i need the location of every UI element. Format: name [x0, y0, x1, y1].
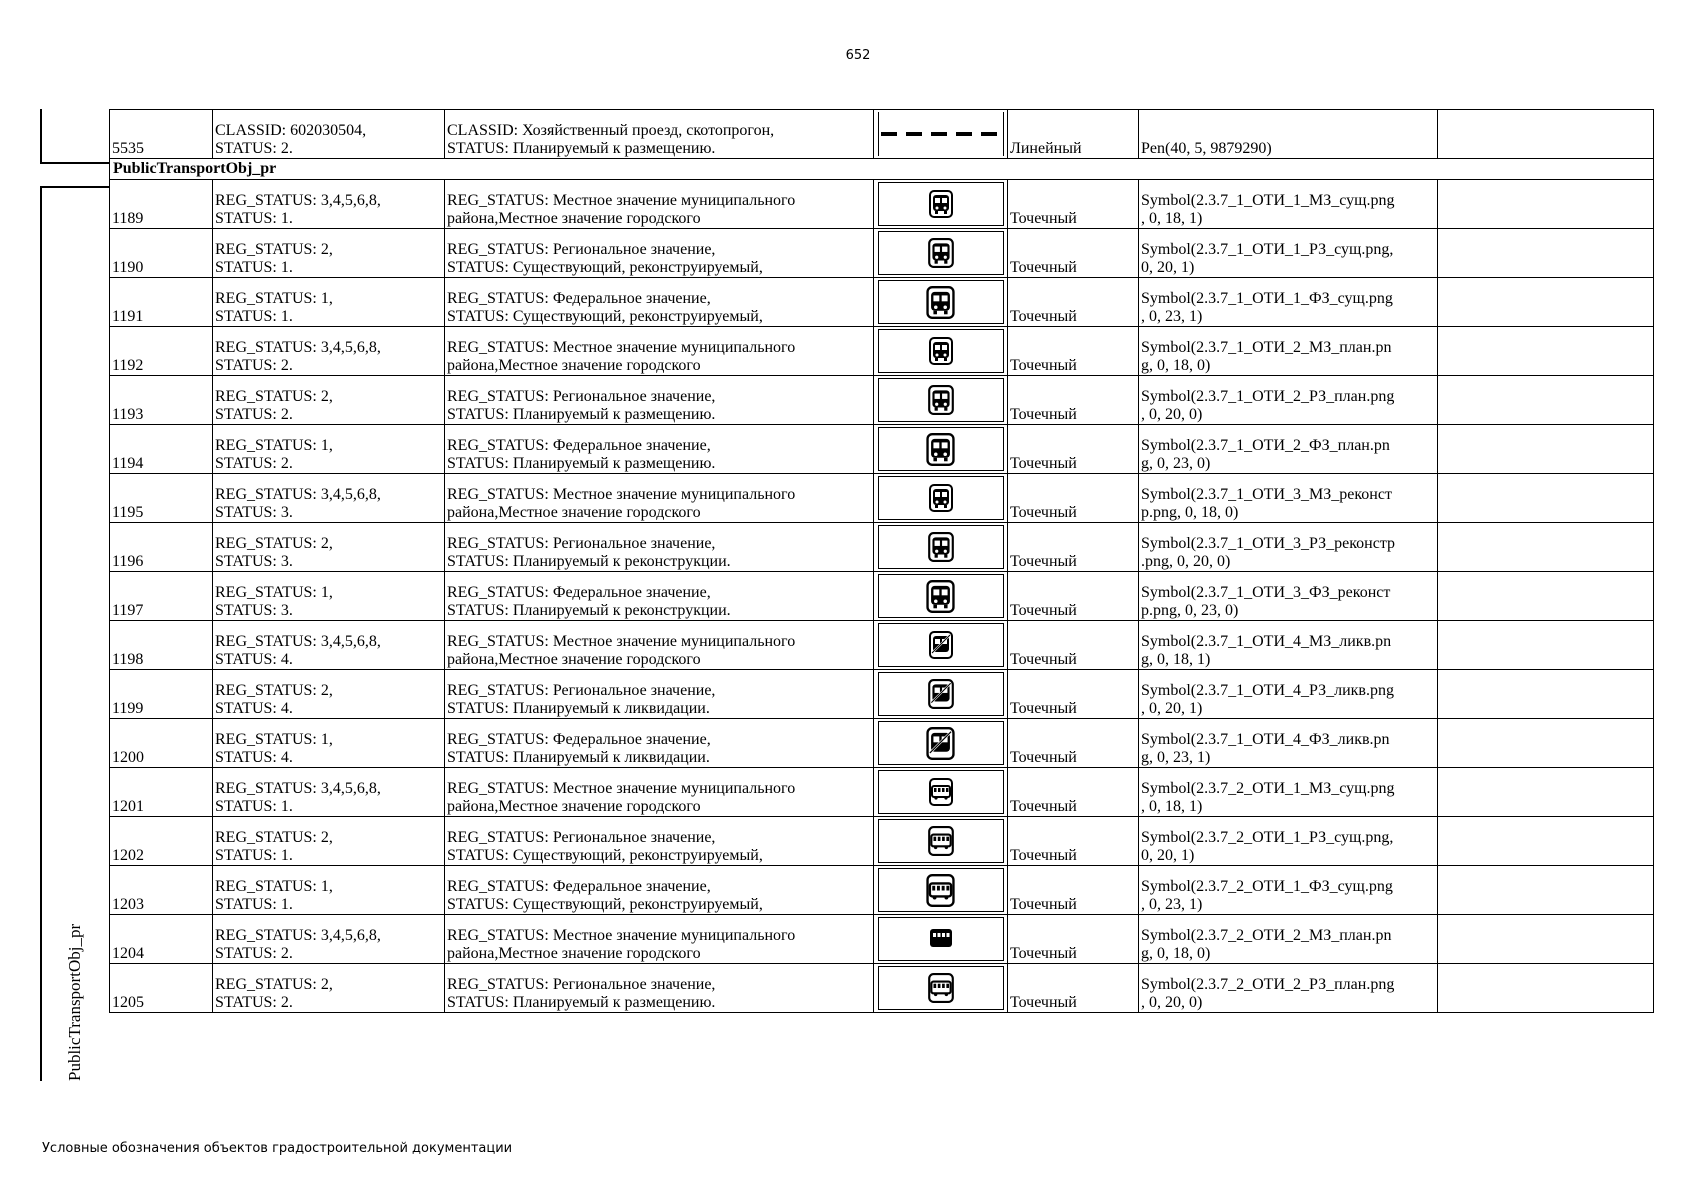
row-symbol: [874, 425, 1008, 474]
row-code: REG_STATUS: 1, STATUS: 1.: [213, 278, 445, 327]
row-symbol: [874, 229, 1008, 278]
row-description: REG_STATUS: Федеральное значение, STATUS: Существующий, реконструируемый,: [445, 866, 874, 915]
table-row: [110, 915, 1654, 964]
row-description: REG_STATUS: Региональное значение, STATUS: Планируемый к размещению.: [445, 964, 874, 1013]
row-geometry: Точечный: [1008, 670, 1139, 719]
table-row: [110, 768, 1654, 817]
row-geometry: Точечный: [1008, 327, 1139, 376]
row-geometry: Точечный: [1008, 915, 1139, 964]
row-geometry: Точечный: [1008, 229, 1139, 278]
row-geometry: Точечный: [1008, 180, 1139, 229]
table-row: [110, 425, 1654, 474]
row-code: REG_STATUS: 2, STATUS: 4.: [213, 670, 445, 719]
row-geometry: Точечный: [1008, 719, 1139, 768]
row-extra: [1438, 572, 1654, 621]
row-extra: [1438, 719, 1654, 768]
row-style: Symbol(2.3.7_2_ОТИ_2_РЗ_план.png , 0, 20, 0): [1139, 964, 1438, 1013]
row-id: 1190: [110, 229, 213, 278]
table-row: [110, 964, 1654, 1013]
row-symbol: [874, 180, 1008, 229]
row-geometry: Точечный: [1008, 474, 1139, 523]
row-code: REG_STATUS: 3,4,5,6,8, STATUS: 4.: [213, 621, 445, 670]
row-id: 1193: [110, 376, 213, 425]
row-extra: [1438, 376, 1654, 425]
row-extra: [1438, 621, 1654, 670]
row-description: REG_STATUS: Местное значение муниципального района,Местное значение городского: [445, 474, 874, 523]
row-style: Symbol(2.3.7_2_ОТИ_1_МЗ_сущ.png , 0, 18, 1): [1139, 768, 1438, 817]
row-id: 1203: [110, 866, 213, 915]
row-geometry: Точечный: [1008, 278, 1139, 327]
row-code: REG_STATUS: 2, STATUS: 2.: [213, 964, 445, 1013]
row-style: Pen(40, 5, 9879290): [1139, 110, 1438, 159]
section-title: PublicTransportObj_pr: [110, 159, 1008, 180]
row-id: 1201: [110, 768, 213, 817]
row-code: REG_STATUS: 1, STATUS: 3.: [213, 572, 445, 621]
row-style: Symbol(2.3.7_1_ОТИ_1_МЗ_сущ.png , 0, 18, 1): [1139, 180, 1438, 229]
section-bracket-line: [40, 187, 42, 1081]
row-extra: [1438, 866, 1654, 915]
row-code: REG_STATUS: 1, STATUS: 2.: [213, 425, 445, 474]
row-symbol: [874, 915, 1008, 964]
row-symbol: [874, 768, 1008, 817]
section-bracket-divider: [40, 186, 110, 188]
table-row: [110, 572, 1654, 621]
section-title-fill: [1008, 159, 1654, 180]
row-id: 1202: [110, 817, 213, 866]
row-id: 1198: [110, 621, 213, 670]
row-id: 1196: [110, 523, 213, 572]
row-code: REG_STATUS: 1, STATUS: 1.: [213, 866, 445, 915]
row-symbol: [874, 523, 1008, 572]
row-description: REG_STATUS: Местное значение муниципального района,Местное значение городского: [445, 621, 874, 670]
row-style: Symbol(2.3.7_1_ОТИ_2_МЗ_план.pn g, 0, 18, 0): [1139, 327, 1438, 376]
row-description: REG_STATUS: Региональное значение, STATUS: Планируемый к ликвидации.: [445, 670, 874, 719]
table-row: [110, 474, 1654, 523]
table-row: [110, 229, 1654, 278]
row-geometry: Точечный: [1008, 572, 1139, 621]
table-row: [110, 670, 1654, 719]
row-code: REG_STATUS: 3,4,5,6,8, STATUS: 1.: [213, 180, 445, 229]
row-geometry: Точечный: [1008, 768, 1139, 817]
row-geometry: Точечный: [1008, 866, 1139, 915]
row-id: 1204: [110, 915, 213, 964]
row-code: REG_STATUS: 2, STATUS: 1.: [213, 817, 445, 866]
row-description: REG_STATUS: Местное значение муниципального района,Местное значение городского: [445, 180, 874, 229]
row-geometry: Точечный: [1008, 621, 1139, 670]
row-code: REG_STATUS: 2, STATUS: 3.: [213, 523, 445, 572]
row-symbol: [874, 278, 1008, 327]
row-description: REG_STATUS: Федеральное значение, STATUS: Существующий, реконструируемый,: [445, 278, 874, 327]
row-extra: [1438, 180, 1654, 229]
row-symbol: [874, 866, 1008, 915]
section-header-row: [110, 159, 1654, 180]
row-style: Symbol(2.3.7_1_ОТИ_4_ФЗ_ликв.pn g, 0, 23, 1): [1139, 719, 1438, 768]
bus-icon: [929, 778, 953, 806]
bus-station-icon: [926, 580, 955, 613]
row-extra: [1438, 964, 1654, 1013]
table-row: [110, 866, 1654, 915]
row-code: CLASSID: 602030504, STATUS: 2.: [213, 110, 445, 159]
legend-table: [109, 109, 1654, 1013]
row-code: REG_STATUS: 3,4,5,6,8, STATUS: 2.: [213, 915, 445, 964]
row-style: Symbol(2.3.7_1_ОТИ_1_ФЗ_сущ.png , 0, 23, 1): [1139, 278, 1438, 327]
row-symbol: [874, 670, 1008, 719]
row-style: Symbol(2.3.7_2_ОТИ_1_ФЗ_сущ.png , 0, 23, 1): [1139, 866, 1438, 915]
row-id: 1189: [110, 180, 213, 229]
bus-station-liquidated-icon: [926, 727, 955, 760]
table-row: [110, 327, 1654, 376]
row-symbol: [874, 572, 1008, 621]
row-symbol: [874, 327, 1008, 376]
row-id: 1199: [110, 670, 213, 719]
table-row: [110, 817, 1654, 866]
row-extra: [1438, 425, 1654, 474]
row-symbol: [874, 621, 1008, 670]
row-style: Symbol(2.3.7_2_ОТИ_1_РЗ_сущ.png, 0, 20, 1): [1139, 817, 1438, 866]
row-code: REG_STATUS: 3,4,5,6,8, STATUS: 1.: [213, 768, 445, 817]
row-symbol: [874, 110, 1008, 159]
row-code: REG_STATUS: 2, STATUS: 2.: [213, 376, 445, 425]
row-description: REG_STATUS: Региональное значение, STATUS: Существующий, реконструируемый,: [445, 817, 874, 866]
row-id: 1194: [110, 425, 213, 474]
bus-station-icon: [928, 238, 954, 268]
row-description: REG_STATUS: Региональное значение, STATUS: Существующий, реконструируемый,: [445, 229, 874, 278]
row-description: REG_STATUS: Федеральное значение, STATUS: Планируемый к размещению.: [445, 425, 874, 474]
page-number: 652: [845, 48, 871, 63]
row-style: Symbol(2.3.7_1_ОТИ_4_РЗ_ликв.png , 0, 20, 1): [1139, 670, 1438, 719]
row-geometry: Точечный: [1008, 964, 1139, 1013]
row-code: REG_STATUS: 2, STATUS: 1.: [213, 229, 445, 278]
bus-station-icon: [929, 337, 953, 365]
bus-station-liquidated-icon: [928, 679, 954, 709]
row-geometry: Точечный: [1008, 376, 1139, 425]
row-description: REG_STATUS: Региональное значение, STATUS: Планируемый к размещению.: [445, 376, 874, 425]
row-extra: [1438, 523, 1654, 572]
section-side-label: PublicTransportObj_pr: [65, 923, 84, 1081]
bus-icon: [928, 826, 954, 856]
row-id: 1200: [110, 719, 213, 768]
table-row: [110, 621, 1654, 670]
row-extra: [1438, 817, 1654, 866]
row-extra: [1438, 278, 1654, 327]
row-extra: [1438, 915, 1654, 964]
row-id: 1197: [110, 572, 213, 621]
bus-icon: [926, 874, 955, 907]
bus-station-icon: [928, 532, 954, 562]
row-style: Symbol(2.3.7_1_ОТИ_2_ФЗ_план.pn g, 0, 23, 0): [1139, 425, 1438, 474]
row-symbol: [874, 474, 1008, 523]
row-style: Symbol(2.3.7_1_ОТИ_3_РЗ_реконстр .png, 0, 20, 0): [1139, 523, 1438, 572]
row-style: Symbol(2.3.7_1_ОТИ_3_МЗ_реконст р.png, 0, 18, 0): [1139, 474, 1438, 523]
row-extra: [1438, 327, 1654, 376]
legend-table-body: [110, 110, 1654, 1013]
bus-station-icon: [926, 433, 955, 466]
row-symbol: [874, 964, 1008, 1013]
row-extra: [1438, 229, 1654, 278]
bus-station-icon: [928, 385, 954, 415]
bus-filled-icon: [929, 925, 953, 953]
row-description: REG_STATUS: Федеральное значение, STATUS: Планируемый к ликвидации.: [445, 719, 874, 768]
row-style: Symbol(2.3.7_2_ОТИ_2_МЗ_план.pn g, 0, 18, 0): [1139, 915, 1438, 964]
table-row: [110, 278, 1654, 327]
table-row: [110, 719, 1654, 768]
row-style: Symbol(2.3.7_1_ОТИ_1_РЗ_сущ.png, 0, 20, 1): [1139, 229, 1438, 278]
row-id: 1195: [110, 474, 213, 523]
row-symbol: [874, 376, 1008, 425]
row-geometry: Точечный: [1008, 425, 1139, 474]
table-row: [110, 523, 1654, 572]
row-style: Symbol(2.3.7_1_ОТИ_2_РЗ_план.png , 0, 20, 0): [1139, 376, 1438, 425]
bus-station-icon: [929, 484, 953, 512]
row-id: 1191: [110, 278, 213, 327]
row-code: REG_STATUS: 3,4,5,6,8, STATUS: 2.: [213, 327, 445, 376]
row-style: Symbol(2.3.7_1_ОТИ_4_МЗ_ликв.pn g, 0, 18, 1): [1139, 621, 1438, 670]
row-symbol: [874, 817, 1008, 866]
row-style: Symbol(2.3.7_1_ОТИ_3_ФЗ_реконст р.png, 0, 23, 0): [1139, 572, 1438, 621]
bus-station-icon: [929, 190, 953, 218]
footer-caption: Условные обозначения объектов градостроительной документации: [42, 1141, 513, 1156]
bus-station-icon: [926, 286, 955, 319]
section-bracket-divider: [40, 162, 110, 164]
table-row: [110, 110, 1654, 159]
section-bracket-line-top: [40, 109, 42, 164]
row-geometry: Точечный: [1008, 817, 1139, 866]
row-description: REG_STATUS: Федеральное значение, STATUS: Планируемый к реконструкции.: [445, 572, 874, 621]
row-description: REG_STATUS: Региональное значение, STATUS: Планируемый к реконструкции.: [445, 523, 874, 572]
bus-station-liquidated-icon: [929, 631, 953, 659]
row-description: REG_STATUS: Местное значение муниципального района,Местное значение городского: [445, 768, 874, 817]
row-description: CLASSID: Хозяйственный проезд, скотопрогон, STATUS: Планируемый к размещению.: [445, 110, 874, 159]
row-geometry: Линейный: [1008, 110, 1139, 159]
row-extra: [1438, 474, 1654, 523]
row-id: 1192: [110, 327, 213, 376]
row-id: 5535: [110, 110, 213, 159]
dashed-line-icon: [879, 128, 1003, 140]
bus-icon: [928, 973, 954, 1003]
row-extra: [1438, 110, 1654, 159]
row-code: REG_STATUS: 1, STATUS: 4.: [213, 719, 445, 768]
row-geometry: Точечный: [1008, 523, 1139, 572]
row-symbol: [874, 719, 1008, 768]
row-description: REG_STATUS: Местное значение муниципального района,Местное значение городского: [445, 915, 874, 964]
table-row: [110, 180, 1654, 229]
row-id: 1205: [110, 964, 213, 1013]
row-code: REG_STATUS: 3,4,5,6,8, STATUS: 3.: [213, 474, 445, 523]
row-description: REG_STATUS: Местное значение муниципального района,Местное значение городского: [445, 327, 874, 376]
row-extra: [1438, 768, 1654, 817]
row-extra: [1438, 670, 1654, 719]
table-row: [110, 376, 1654, 425]
